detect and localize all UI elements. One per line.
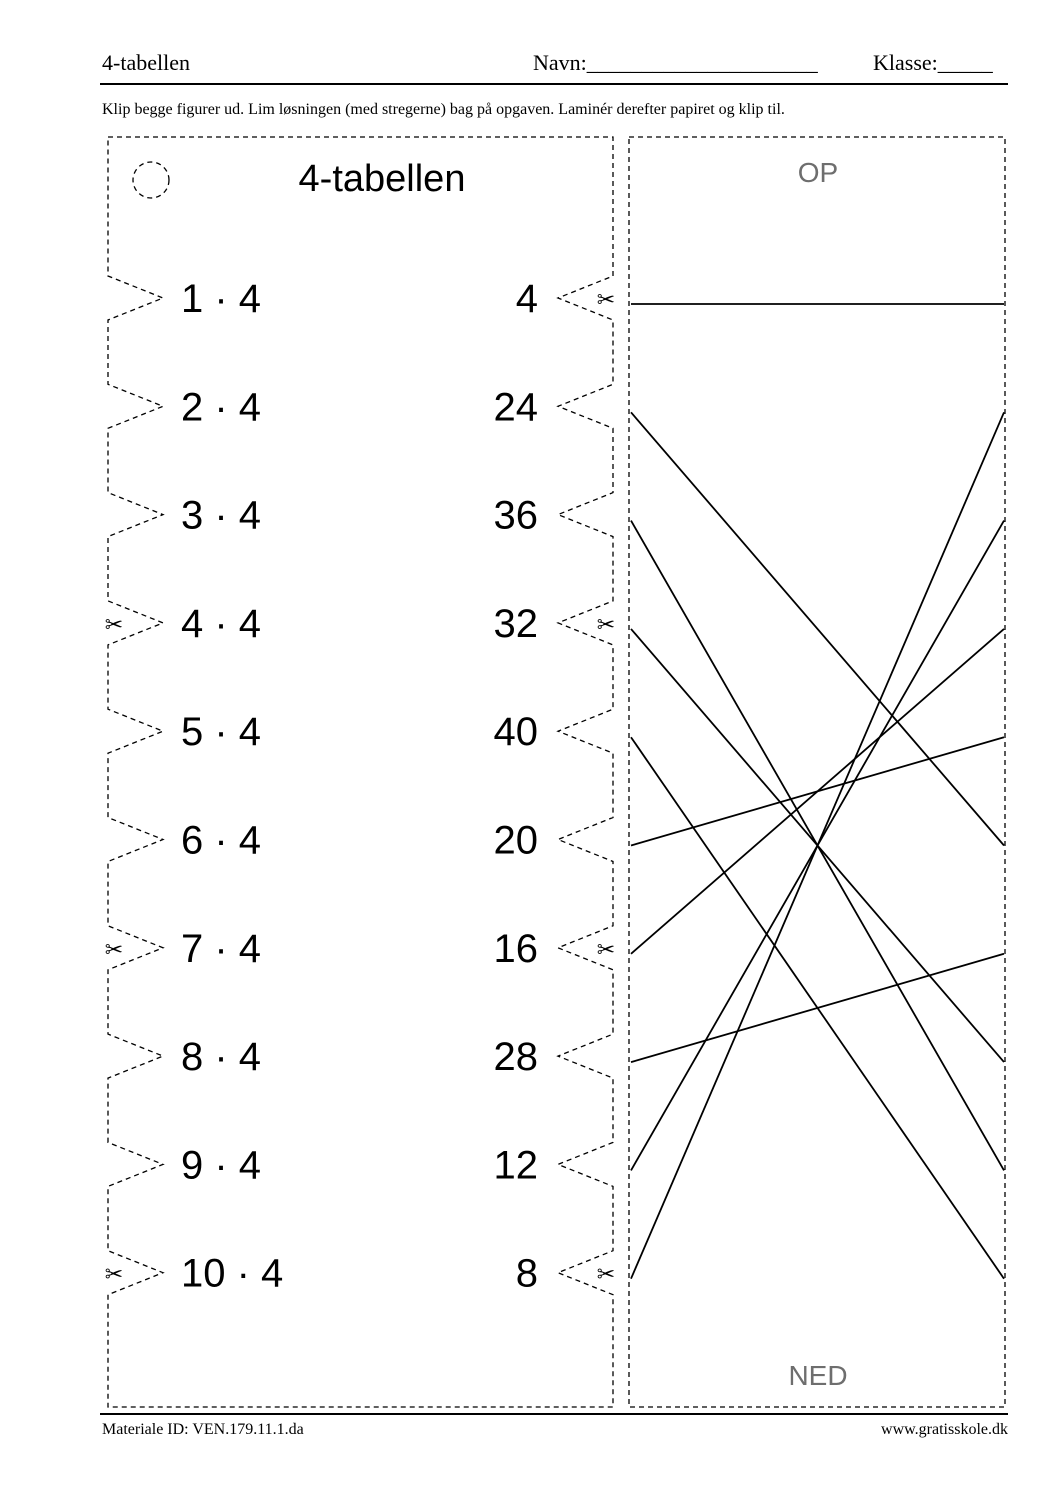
solution-card [629, 137, 1005, 1407]
answer-item: 20 [493, 818, 538, 863]
website-link: www.gratisskole.dk [881, 1421, 1008, 1438]
answer-list [494, 277, 539, 1296]
scissors-icon: ✂ [596, 612, 616, 638]
answer-item: 36 [493, 493, 538, 538]
answer-item: 24 [493, 385, 538, 430]
question-item: 2 · 4 [181, 385, 262, 430]
answer-item: 16 [493, 926, 538, 971]
answer-item: 28 [493, 1035, 538, 1080]
solution-cut-outline [629, 137, 1005, 1407]
question-item: 7 · 4 [181, 926, 262, 971]
solution-line [631, 412, 1004, 845]
card-title: 4-tabellen [298, 158, 466, 200]
question-item: 9 · 4 [181, 1143, 262, 1188]
scissors-icon: ✂ [104, 1262, 124, 1288]
question-item: 8 · 4 [181, 1035, 262, 1080]
answer-item: 32 [493, 601, 538, 646]
punch-hole-mark [133, 162, 169, 198]
question-item: 4 · 4 [181, 601, 262, 646]
footer-divider [100, 1413, 1008, 1415]
question-item: 1 · 4 [181, 277, 262, 321]
solution-lines [631, 304, 1004, 1279]
scissors-icon: ✂ [104, 612, 124, 638]
question-list [181, 277, 283, 1296]
scissors-icon: ✂ [596, 1262, 616, 1288]
card-cut-outline [108, 137, 616, 1407]
solution-line [631, 412, 1004, 1278]
question-item: 10 · 4 [181, 1251, 284, 1296]
answer-item: 4 [515, 277, 538, 321]
question-card [105, 137, 615, 1407]
question-item: 6 · 4 [181, 818, 262, 863]
answer-item: 8 [515, 1251, 538, 1296]
answer-item: 40 [493, 710, 538, 755]
solution-bottom-label: NED [788, 1360, 848, 1391]
question-item: 3 · 4 [181, 493, 262, 538]
scissor-marks [105, 288, 615, 1288]
question-item: 5 · 4 [181, 710, 262, 755]
solution-line [631, 954, 1004, 1062]
material-id: Materiale ID: VEN.179.11.1.da [102, 1421, 304, 1438]
header-title: 4-tabellen [102, 50, 190, 75]
answer-item: 12 [493, 1143, 538, 1188]
class-field-label: Klasse:_____ [873, 50, 993, 75]
solution-top-label: OP [797, 157, 839, 188]
scissors-icon: ✂ [596, 937, 616, 963]
scissors-icon: ✂ [596, 288, 616, 313]
name-field-label: Navn:_____________________ [533, 50, 818, 75]
solution-line [631, 629, 1004, 954]
instructions-text: Klip begge figurer ud. Lim løsningen (med stregerne) bag på opgaven. Laminér derefter papiret og klip til. [102, 101, 785, 118]
scissors-icon: ✂ [104, 937, 124, 963]
